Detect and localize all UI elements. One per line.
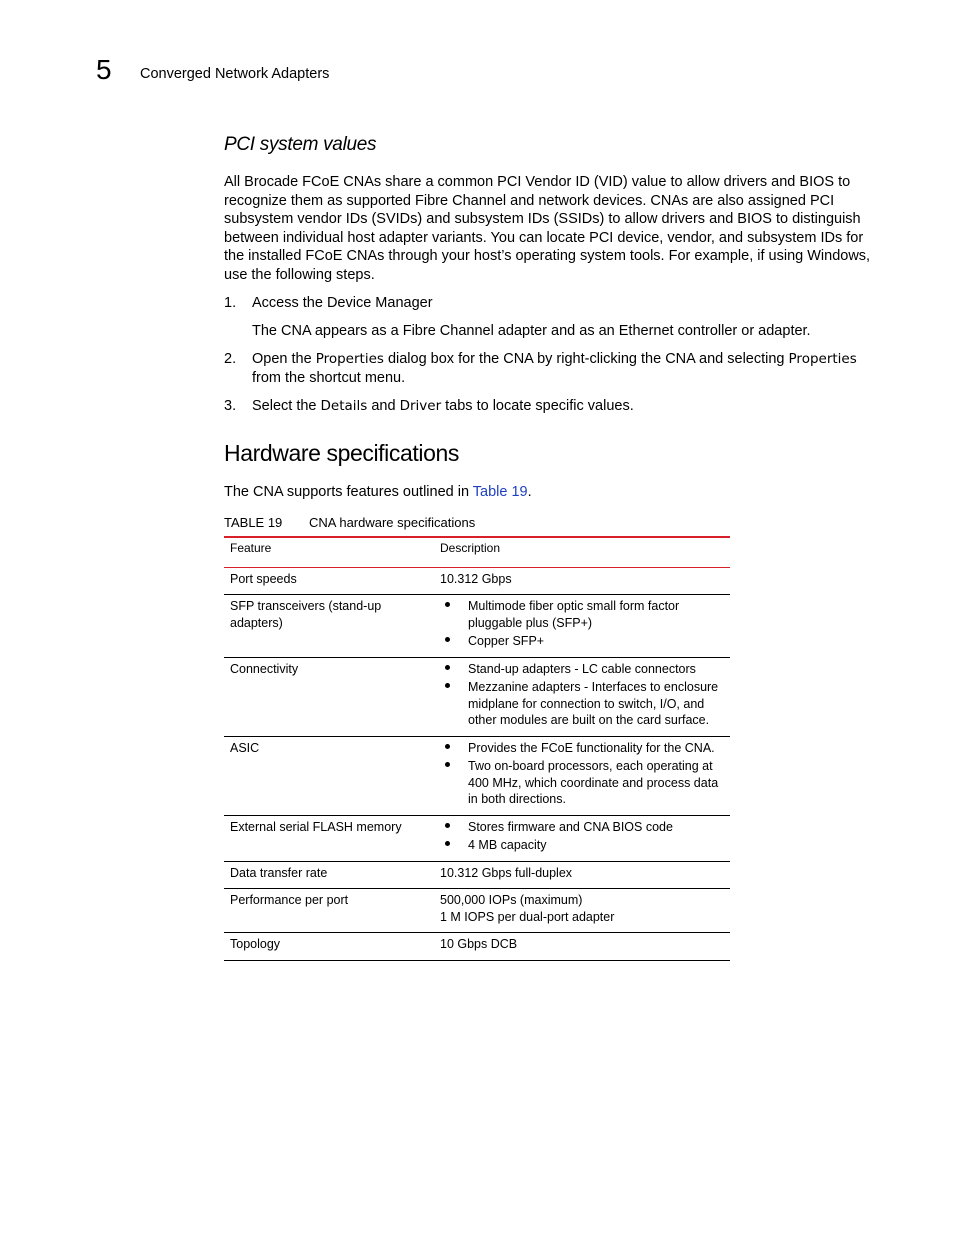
feature-cell: SFP transceivers (stand-up adapters) bbox=[230, 599, 382, 630]
table-row bbox=[224, 737, 730, 816]
bullet-item: Two on-board processors, each operating at 400 MHz, which coordinate and process data in both directions. bbox=[440, 758, 724, 808]
pci-paragraph: All Brocade FCoE CNAs share a common PCI Vendor ID (VID) value to allow drivers and BIOS to recognize them as supported Fibre Channel and network devices. CNAs are also assigned PCI subsystem vendor IDs (SVIDs) and subsystem IDs (SSIDs) to allow drivers and BIOS to distinguish between individual host adapter variants. You can locate PCI device, vendor, and subsystem IDs for the installed FCoE CNAs through your host’s operating system tools. For example, if using Windows, use the following steps. bbox=[224, 174, 871, 283]
step-number: 1. bbox=[224, 295, 237, 311]
description-cell: 10.312 Gbps full-duplex bbox=[440, 865, 573, 880]
feature-cell: Connectivity bbox=[230, 661, 299, 676]
bullet-item: Provides the FCoE functionality for the CNA. bbox=[440, 740, 724, 757]
description-cell bbox=[434, 595, 730, 657]
bullet-item: Multimode fiber optic small form factor pluggable plus (SFP+) bbox=[440, 598, 724, 631]
ui-term-driver: Driver bbox=[399, 398, 442, 414]
table-19-link[interactable]: Table 19 bbox=[472, 484, 528, 500]
description-cell bbox=[434, 658, 730, 736]
table-header-row bbox=[224, 538, 730, 568]
step-number: 3. bbox=[224, 398, 237, 414]
bullet-item: Copper SFP+ bbox=[440, 633, 724, 650]
spec-table bbox=[224, 536, 730, 961]
hardware-section-heading: Hardware specifications bbox=[224, 440, 459, 466]
pci-section-heading: PCI system values bbox=[224, 134, 377, 155]
description-cell bbox=[434, 737, 730, 815]
feature-cell: Topology bbox=[230, 937, 281, 951]
table-row bbox=[224, 568, 730, 596]
table-row bbox=[224, 933, 730, 961]
header-description: Description bbox=[440, 541, 501, 555]
feature-cell: ASIC bbox=[230, 740, 260, 755]
chapter-title: Converged Network Adapters bbox=[140, 66, 330, 82]
header-feature: Feature bbox=[230, 541, 272, 555]
description-cell bbox=[434, 816, 730, 861]
chapter-number: 5 bbox=[96, 54, 112, 85]
step-text: Open the Properties dialog box for the CNA by right-clicking the CNA and selecting Properties from the shortcut menu. bbox=[252, 351, 857, 386]
hardware-intro: The CNA supports features outlined in Table 19. bbox=[224, 484, 532, 500]
feature-cell: Performance per port bbox=[230, 893, 349, 907]
ui-term-properties: Properties bbox=[315, 351, 384, 367]
table-label: TABLE 19 bbox=[224, 515, 283, 530]
table-row bbox=[224, 889, 730, 933]
table-row bbox=[224, 862, 730, 890]
ui-term-details: Details bbox=[320, 398, 368, 414]
description-cell: 10 Gbps DCB bbox=[440, 937, 518, 951]
bullet-item: 4 MB capacity bbox=[440, 837, 724, 854]
bullet-item: Stand-up adapters - LC cable connectors bbox=[440, 661, 724, 678]
bullet-item: Mezzanine adapters - Interfaces to enclosure midplane for connection to switch, I/O, and other modules are built on the card surface. bbox=[440, 679, 724, 729]
ui-term-properties: Properties bbox=[788, 351, 857, 367]
step-text: Access the Device Manager bbox=[252, 295, 433, 311]
step-1-note: The CNA appears as a Fibre Channel adapter and as an Ethernet controller or adapter. bbox=[252, 323, 811, 339]
table-row bbox=[224, 658, 730, 737]
table-title: CNA hardware specifications bbox=[309, 515, 476, 530]
feature-cell: Data transfer rate bbox=[230, 865, 328, 880]
step-number: 2. bbox=[224, 351, 237, 367]
description-cell: 10.312 Gbps bbox=[440, 571, 512, 586]
feature-cell: External serial FLASH memory bbox=[230, 819, 402, 834]
description-cell: 500,000 IOPs (maximum) 1 M IOPS per dual-port adapter bbox=[440, 893, 615, 924]
table-row bbox=[224, 595, 730, 658]
bullet-item: Stores firmware and CNA BIOS code bbox=[440, 819, 724, 836]
feature-cell: Port speeds bbox=[230, 571, 297, 586]
table-row bbox=[224, 816, 730, 862]
step-text: Select the Details and Driver tabs to locate specific values. bbox=[252, 398, 634, 414]
